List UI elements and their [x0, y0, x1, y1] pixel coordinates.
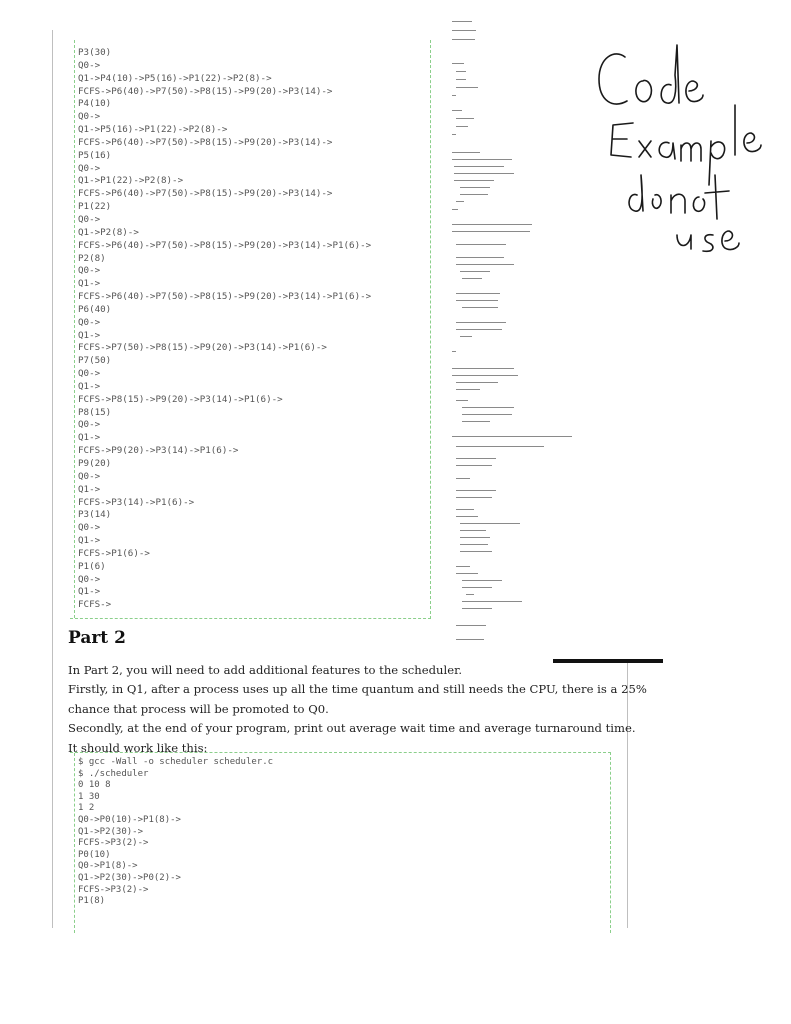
thumbnail-code-line — [452, 375, 518, 376]
thumbnail-code-line — [456, 118, 474, 119]
thumbnail-code-line — [452, 231, 530, 232]
thumbnail-code-line — [456, 293, 500, 294]
thumbnail-code-line — [452, 368, 514, 369]
thumbnail-code-line — [456, 126, 468, 127]
thumbnail-code-line — [454, 166, 504, 167]
thumbnail-code-line — [456, 639, 484, 640]
code-line: FCFS->P1(6)-> — [78, 547, 150, 559]
code-line: Q1->P2(8)-> — [78, 226, 139, 238]
paragraph-line: chance that process will be promoted to Q0. — [68, 701, 329, 716]
thumbnail-code-line — [462, 278, 482, 279]
code-line: FCFS->P9(20)->P3(14)->P1(6)-> — [78, 445, 239, 457]
thumbnail-code-line — [452, 152, 480, 153]
code-line: Q1->P4(10)->P5(16)->P1(22)->P2(8)-> — [78, 72, 272, 84]
thumbnail-code-line — [452, 110, 462, 111]
thumbnail-code-line — [462, 414, 512, 415]
thumbnail-code-line — [456, 625, 486, 626]
thumbnail-code-line — [460, 187, 490, 188]
code-line: Q0-> — [78, 419, 101, 431]
terminal-line: 0 10 8 — [78, 780, 111, 791]
thumbnail-code-line — [456, 244, 506, 245]
paragraph-line: Firstly, in Q1, after a process uses up all the time quantum and still needs the CPU, there is a 25% — [68, 682, 647, 697]
part-2-heading: Part 2 — [68, 628, 126, 648]
code-line: Q1-> — [78, 535, 101, 547]
code-line: Q1-> — [78, 380, 101, 392]
thumbnail-code-line — [456, 300, 498, 301]
terminal-line: FCFS->P3(2)-> — [78, 884, 149, 895]
thumbnail-code-line — [454, 173, 514, 174]
thumbnail-code-line — [452, 159, 512, 160]
terminal-line: P1(8) — [78, 896, 106, 907]
code-thumbnail — [450, 18, 600, 643]
code-line: P1(6) — [78, 560, 106, 572]
code-line: Q0-> — [78, 213, 101, 225]
paragraph-line: In Part 2, you will need to add additional features to the scheduler. — [68, 663, 463, 677]
code-line: Q0-> — [78, 162, 101, 174]
paragraph-line: It should work like this: — [68, 740, 208, 755]
terminal-line: 1 30 — [78, 791, 100, 802]
thumbnail-code-line — [452, 21, 472, 22]
code-line: P3(14) — [78, 509, 112, 521]
code-line: FCFS->P6(40)->P7(50)->P8(15)->P9(20)->P3(14)->P1(6)-> — [78, 239, 372, 251]
code-line: P2(8) — [78, 252, 106, 264]
code-line: P9(20) — [78, 458, 112, 469]
code-line: Q0-> — [78, 470, 101, 482]
thumbnail-code-line — [456, 465, 492, 466]
code-line: Q0-> — [78, 368, 101, 380]
thumbnail-code-line — [452, 134, 456, 135]
thumbnail-code-line — [456, 264, 514, 265]
thumbnail-code-line — [462, 601, 522, 602]
code-line: FCFS->P6(40)->P7(50)->P8(15)->P9(20)->P3(14)-> — [78, 136, 333, 148]
code-line: Q1->P1(22)->P2(8)-> — [78, 175, 184, 187]
code-line: P1(22) — [78, 201, 112, 213]
thumbnail-code-line — [456, 87, 478, 88]
thumbnail-code-line — [456, 573, 478, 574]
code-line: Q1-> — [78, 432, 101, 444]
code-line: P8(15) — [78, 406, 112, 418]
instructions-paragraph — [68, 661, 647, 758]
code-line: FCFS->P6(40)->P7(50)->P8(15)->P9(20)->P3(14)-> — [78, 85, 333, 97]
thumbnail-code-line — [456, 257, 504, 258]
terminal-line: Q0->P0(10)->P1(8)-> — [78, 814, 181, 825]
thumbnail-code-line — [452, 224, 532, 225]
thumbnail-code-line — [456, 71, 466, 72]
code-line: Q1-> — [78, 329, 101, 341]
thumbnail-code-line — [460, 544, 488, 545]
scheduler-output-code — [78, 47, 371, 612]
handwritten-note — [585, 35, 785, 255]
terminal-line: Q1->P2(30)-> — [78, 826, 144, 837]
thumbnail-code-line — [462, 608, 492, 609]
terminal-line: $ ./scheduler — [78, 768, 149, 779]
thumbnail-code-line — [452, 95, 456, 96]
code-line: Q0-> — [78, 59, 101, 71]
thumbnail-code-line — [462, 580, 502, 581]
thumbnail-code-line — [456, 322, 506, 323]
thumbnail-code-line — [456, 497, 492, 498]
thumbnail-code-line — [452, 63, 464, 64]
code-line: P4(10) — [78, 98, 112, 110]
thumbnail-code-line — [454, 180, 494, 181]
code-line: Q1-> — [78, 278, 101, 290]
terminal-line: P0(10) — [78, 849, 111, 860]
code-line: P7(50) — [78, 355, 112, 367]
code-line: Q1-> — [78, 483, 101, 495]
thumbnail-code-line — [460, 194, 488, 195]
paragraph-line: Secondly, at the end of your program, print out average wait time and average turnaround time. — [68, 721, 636, 736]
code-line: Q0-> — [78, 573, 101, 585]
code-line: Q1-> — [78, 586, 101, 598]
code-line: Q0-> — [78, 316, 101, 328]
thumbnail-code-line — [452, 30, 476, 31]
terminal-line: FCFS->P3(2)-> — [78, 838, 149, 849]
thumbnail-code-line — [456, 458, 496, 459]
thumbnail-code-line — [460, 271, 490, 272]
code-line: P3(30) — [78, 47, 112, 58]
thumbnail-code-line — [460, 551, 492, 552]
code-line: Q0-> — [78, 265, 101, 277]
terminal-line: $ gcc -Wall -o scheduler scheduler.c — [78, 757, 274, 767]
example-terminal-code — [78, 757, 273, 908]
thumbnail-code-line — [452, 39, 475, 40]
code-line: FCFS->P6(40)->P7(50)->P8(15)->P9(20)->P3(14)-> — [78, 188, 333, 200]
thumbnail-code-line — [456, 446, 544, 447]
thumbnail-code-line — [460, 537, 490, 538]
code-line: Q0-> — [78, 522, 101, 534]
thumbnail-code-line — [456, 389, 480, 390]
thumbnail-code-line — [456, 509, 474, 510]
code-line: FCFS->P6(40)->P7(50)->P8(15)->P9(20)->P3(14)->P1(6)-> — [78, 291, 372, 303]
thumbnail-code-line — [456, 382, 498, 383]
code-line: Q0-> — [78, 111, 101, 123]
thumbnail-code-line — [456, 79, 466, 80]
thumbnail-code-line — [452, 436, 572, 437]
code-line: FCFS->P3(14)->P1(6)-> — [78, 496, 195, 508]
code-line: P6(40) — [78, 303, 112, 315]
thumbnail-code-line — [460, 336, 472, 337]
terminal-line: 1 2 — [78, 803, 95, 814]
thumbnail-code-line — [456, 329, 502, 330]
thumbnail-code-line — [456, 490, 496, 491]
terminal-line: Q1->P2(30)->P0(2)-> — [78, 872, 181, 883]
thumbnail-code-line — [452, 351, 456, 352]
thumbnail-code-line — [456, 566, 470, 567]
thumbnail-code-line — [452, 209, 458, 210]
thumbnail-code-line — [466, 594, 474, 595]
thumbnail-code-line — [456, 400, 468, 401]
terminal-line: Q0->P1(8)-> — [78, 861, 138, 872]
thumbnail-code-line — [460, 530, 486, 531]
thumbnail-code-line — [462, 587, 492, 588]
thumbnail-code-line — [460, 523, 520, 524]
thumbnail-code-line — [462, 421, 490, 422]
thumbnail-code-line — [462, 307, 498, 308]
code-line: Q1->P5(16)->P1(22)->P2(8)-> — [78, 124, 228, 136]
thumbnail-code-line — [456, 201, 464, 202]
code-line: FCFS->P7(50)->P8(15)->P9(20)->P3(14)->P1(6)-> — [78, 342, 327, 354]
thumbnail-code-line — [456, 478, 470, 479]
thumbnail-code-line — [456, 516, 478, 517]
thumbnail-code-line — [462, 407, 514, 408]
code-line: P5(16) — [78, 149, 112, 161]
code-line: FCFS->P8(15)->P9(20)->P3(14)->P1(6)-> — [78, 393, 283, 405]
code-line: FCFS-> — [78, 599, 112, 611]
